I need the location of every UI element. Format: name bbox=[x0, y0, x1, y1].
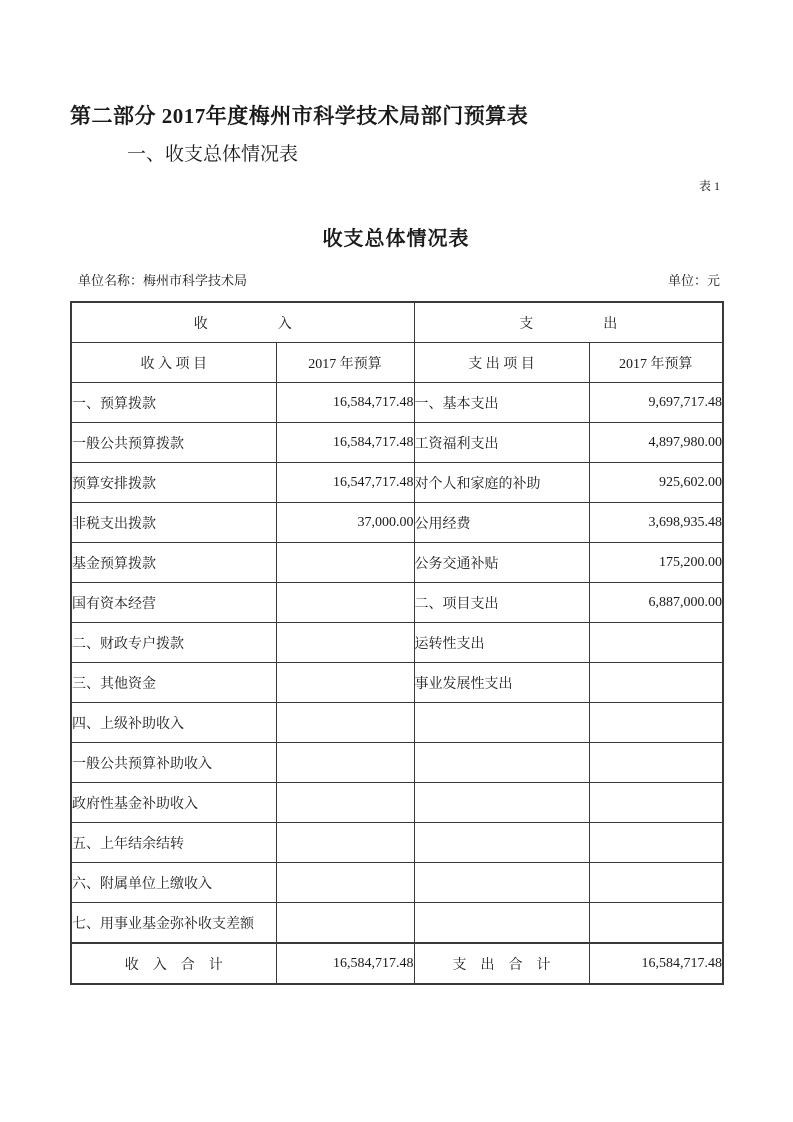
income-group-header: 收 入 bbox=[71, 302, 414, 343]
table-row bbox=[71, 423, 723, 463]
expense-value-cell bbox=[589, 863, 723, 903]
table-row bbox=[71, 663, 723, 703]
part-title: 第二部分 2017年度梅州市科学技术局部门预算表 bbox=[70, 104, 529, 128]
expense-group-header: 支 出 bbox=[414, 302, 723, 343]
page-content bbox=[70, 0, 722, 985]
table-row bbox=[71, 543, 723, 583]
table-row bbox=[71, 903, 723, 944]
income-item-cell: 一般公共预算补助收入 bbox=[71, 743, 276, 783]
group-header-row bbox=[71, 302, 723, 343]
expense-value-cell: 4,897,980.00 bbox=[589, 423, 723, 463]
expense-item-cell: 二、项目支出 bbox=[414, 583, 589, 623]
table-row bbox=[71, 503, 723, 543]
income-item-cell: 七、用事业基金弥补收支差额 bbox=[71, 903, 276, 944]
table-row bbox=[71, 583, 723, 623]
income-value-cell bbox=[276, 623, 414, 663]
expense-budget-column-header: 2017 年预算 bbox=[589, 343, 723, 383]
income-item-cell: 三、其他资金 bbox=[71, 663, 276, 703]
income-value-cell bbox=[276, 543, 414, 583]
table-row bbox=[71, 383, 723, 423]
expense-value-cell bbox=[589, 823, 723, 863]
income-item-cell: 收 入 合 计 bbox=[71, 943, 276, 984]
expense-value-cell: 925,602.00 bbox=[589, 463, 723, 503]
income-item-cell: 非税支出拨款 bbox=[71, 503, 276, 543]
expense-item-cell bbox=[414, 863, 589, 903]
unit-name: 单位名称：梅州市科学技术局 bbox=[78, 273, 248, 288]
table-row bbox=[71, 703, 723, 743]
table-row bbox=[71, 623, 723, 663]
expense-value-cell bbox=[589, 703, 723, 743]
expense-item-cell: 支 出 合 计 bbox=[414, 943, 589, 984]
expense-item-cell: 公用经费 bbox=[414, 503, 589, 543]
income-value-cell bbox=[276, 783, 414, 823]
income-item-cell: 六、附属单位上缴收入 bbox=[71, 863, 276, 903]
expense-value-cell bbox=[589, 743, 723, 783]
expense-item-cell: 公务交通补贴 bbox=[414, 543, 589, 583]
income-value-cell bbox=[276, 703, 414, 743]
income-item-cell: 基金预算拨款 bbox=[71, 543, 276, 583]
expense-item-cell: 运转性支出 bbox=[414, 623, 589, 663]
expense-value-cell bbox=[589, 623, 723, 663]
table-number: 表 1 bbox=[698, 179, 720, 193]
unit-label: 单位：元 bbox=[667, 273, 720, 288]
income-item-cell: 政府性基金补助收入 bbox=[71, 783, 276, 823]
income-value-cell bbox=[276, 863, 414, 903]
income-value-cell: 16,584,717.48 bbox=[276, 423, 414, 463]
income-value-cell bbox=[276, 583, 414, 623]
income-value-cell: 16,547,717.48 bbox=[276, 463, 414, 503]
unit-row bbox=[70, 273, 722, 289]
table-title: 收支总体情况表 bbox=[322, 228, 470, 250]
table-row bbox=[71, 823, 723, 863]
income-value-cell: 16,584,717.48 bbox=[276, 383, 414, 423]
income-item-cell: 二、财政专户拨款 bbox=[71, 623, 276, 663]
income-value-cell bbox=[276, 663, 414, 703]
expense-item-column-header: 支 出 项 目 bbox=[414, 343, 589, 383]
income-item-cell: 五、上年结余结转 bbox=[71, 823, 276, 863]
expense-value-cell bbox=[589, 663, 723, 703]
income-value-cell bbox=[276, 743, 414, 783]
budget-table bbox=[70, 301, 724, 985]
income-value-cell: 37,000.00 bbox=[276, 503, 414, 543]
income-value-cell: 16,584,717.48 bbox=[276, 943, 414, 984]
expense-item-cell: 事业发展性支出 bbox=[414, 663, 589, 703]
table-row bbox=[71, 943, 723, 984]
budget-table-body bbox=[71, 302, 723, 984]
expense-item-cell bbox=[414, 903, 589, 944]
expense-item-cell bbox=[414, 823, 589, 863]
expense-value-cell: 175,200.00 bbox=[589, 543, 723, 583]
column-header-row bbox=[71, 343, 723, 383]
income-item-cell: 国有资本经营 bbox=[71, 583, 276, 623]
income-item-cell: 一般公共预算拨款 bbox=[71, 423, 276, 463]
expense-value-cell: 16,584,717.48 bbox=[589, 943, 723, 984]
expense-item-cell bbox=[414, 703, 589, 743]
table-row bbox=[71, 463, 723, 503]
income-budget-column-header: 2017 年预算 bbox=[276, 343, 414, 383]
income-item-column-header: 收 入 项 目 bbox=[71, 343, 276, 383]
expense-item-cell bbox=[414, 743, 589, 783]
income-value-cell bbox=[276, 823, 414, 863]
table-row bbox=[71, 863, 723, 903]
income-value-cell bbox=[276, 903, 414, 944]
expense-item-cell bbox=[414, 783, 589, 823]
expense-value-cell: 6,887,000.00 bbox=[589, 583, 723, 623]
expense-value-cell: 9,697,717.48 bbox=[589, 383, 723, 423]
table-row bbox=[71, 783, 723, 823]
expense-value-cell: 3,698,935.48 bbox=[589, 503, 723, 543]
expense-value-cell bbox=[589, 903, 723, 944]
income-item-cell: 四、上级补助收入 bbox=[71, 703, 276, 743]
income-item-cell: 一、预算拨款 bbox=[71, 383, 276, 423]
expense-item-cell: 工资福利支出 bbox=[414, 423, 589, 463]
expense-item-cell: 对个人和家庭的补助 bbox=[414, 463, 589, 503]
section-title: 一、收支总体情况表 bbox=[127, 144, 299, 165]
table-row bbox=[71, 743, 723, 783]
expense-value-cell bbox=[589, 783, 723, 823]
expense-item-cell: 一、基本支出 bbox=[414, 383, 589, 423]
income-item-cell: 预算安排拨款 bbox=[71, 463, 276, 503]
